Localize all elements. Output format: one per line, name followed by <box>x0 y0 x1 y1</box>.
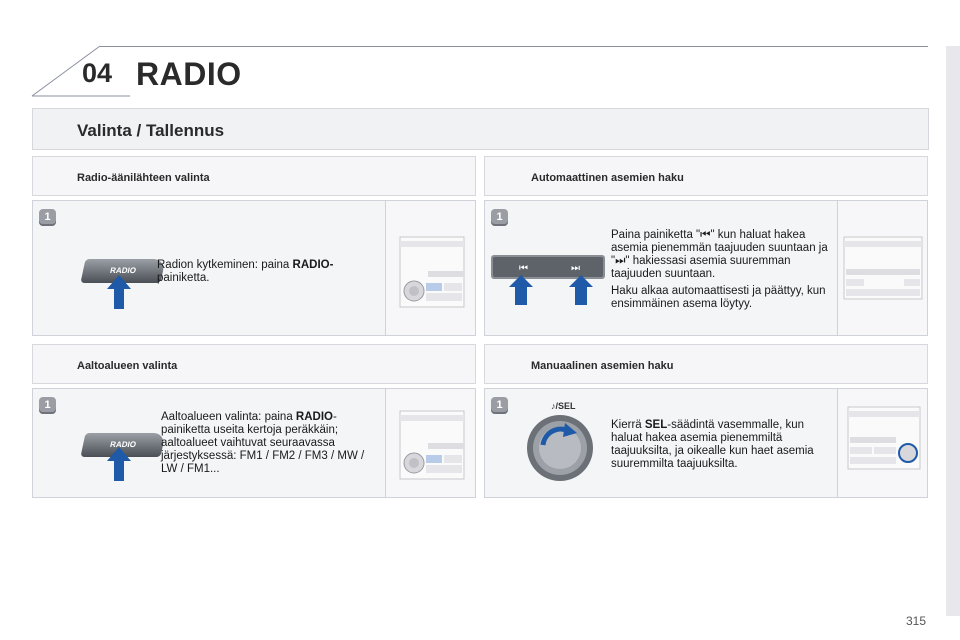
desc-auto-search-2: Haku alkaa automaattisesti ja päättyy, kun ensimmäinen asema löytyy. <box>611 285 826 310</box>
step-badge: 1 <box>39 397 56 414</box>
step-badge: 1 <box>491 397 508 414</box>
desc-radio-source: Radion kytkeminen: paina RADIO- painiketta. <box>157 259 334 284</box>
radio-panel-thumbnail <box>837 201 927 335</box>
chapter-number: 04 <box>82 58 113 88</box>
sel-knob-illustration <box>525 413 595 483</box>
radio-panel-icon <box>838 201 927 335</box>
header-decoration <box>0 0 130 110</box>
subtitle-radio-source: Radio-äänilähteen valinta <box>77 172 210 184</box>
seek-buttons-illustration <box>489 255 607 305</box>
subheader-radio-source <box>32 156 476 196</box>
radio-panel-thumbnail <box>385 389 475 497</box>
card-manual-search <box>484 388 928 498</box>
subtitle-manual-search: Manuaalinen asemien haku <box>531 360 674 372</box>
radio-panel-icon <box>838 389 927 497</box>
arrow-up-icon <box>107 447 131 481</box>
subheader-manual-search <box>484 344 928 384</box>
page-number: 315 <box>906 614 927 628</box>
subheader-waveband <box>32 344 476 384</box>
side-tab-bar <box>946 46 960 616</box>
radio-panel-thumbnail <box>385 201 475 335</box>
radio-panel-icon <box>386 201 475 335</box>
radio-button-illustration: RADIO <box>80 433 165 457</box>
header-line <box>100 46 928 47</box>
subtitle-auto-search: Automaattinen asemien haku <box>531 172 684 184</box>
radio-button-illustration: RADIO <box>80 259 165 283</box>
card-auto-search <box>484 200 928 336</box>
step-badge: 1 <box>491 209 508 226</box>
radio-panel-icon <box>386 389 475 497</box>
radio-panel-thumbnail <box>837 389 927 497</box>
subtitle-waveband: Aaltoalueen valinta <box>77 360 178 372</box>
desc-waveband: Aaltoalueen valinta: paina RADIO-painiketta useita kertoja peräkkäin; aaltoalueet vaihtuvat seuraavassa järjestyksessä: FM1 / FM2 / FM3 / MW / LW / FM1... <box>161 411 365 475</box>
card-radio-source <box>32 200 476 336</box>
subheader-auto-search <box>484 156 928 196</box>
arrow-up-icon <box>107 275 131 309</box>
svg-text:⏭: ⏭ <box>571 263 580 274</box>
section-banner <box>32 108 929 150</box>
desc-manual-search: Kierrä SEL-säädintä vasemmalle, kun haluat hakea asemia pienemmiltä taajuuksilta, ja oikealle kun haet asemia suuremmilta taajuuksilta. <box>611 419 814 470</box>
desc-auto-search-1: Paina painiketta "⏮" kun haluat hakea asemia pienemmän taajuuden suuntaan ja "⏭" hakiessasi asemia suuremman taajuuden suuntaan. <box>611 229 828 280</box>
step-badge: 1 <box>39 209 56 226</box>
card-waveband <box>32 388 476 498</box>
knob-label: ♪/SEL <box>551 401 576 411</box>
svg-text:⏮: ⏮ <box>519 263 528 274</box>
chapter-title: RADIO <box>136 56 242 92</box>
section-title: Valinta / Tallennus <box>77 121 225 140</box>
